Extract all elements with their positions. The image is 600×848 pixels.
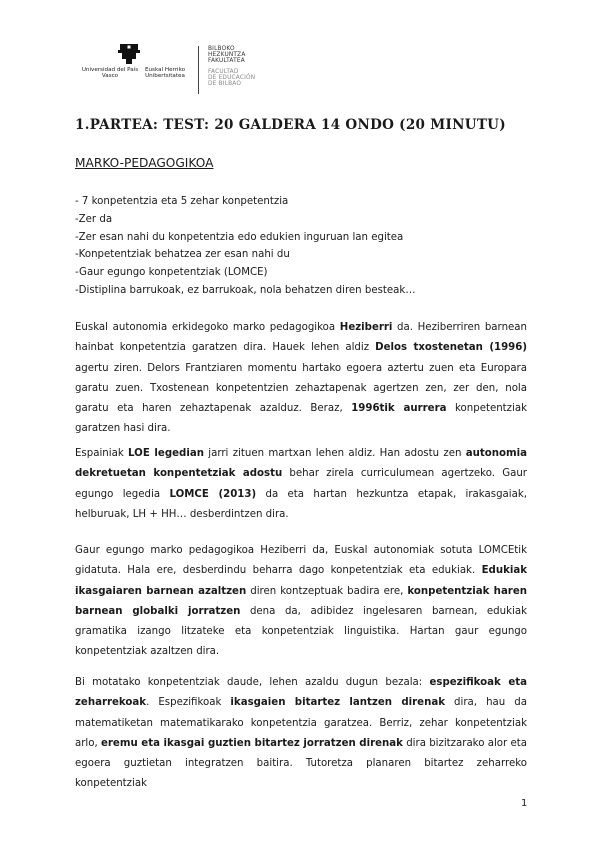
bold-run: LOE legedian	[128, 448, 204, 459]
upv-ehu-logo-icon	[118, 44, 140, 64]
paragraph-motak	[75, 673, 527, 795]
faculty-es-line: DE EDUCACIÓN	[208, 75, 256, 82]
header-divider	[198, 46, 199, 94]
bold-run: 1996tik aurrera	[351, 403, 447, 415]
list-item: -Distiplina barrukoak, ez barrukoak, nola behatzen diren besteak…	[75, 284, 416, 296]
text-run: konpetentziak garatzen hasi dira.	[75, 403, 527, 435]
faculty-es-line: DE BILBAO	[208, 81, 242, 88]
text-run: dira bizitzarako alor eta egoera guztietan integratzen baitira. Tutoretza planaren bitartez zeharreko konpetentziak	[75, 737, 527, 790]
faculty-name-basque	[208, 46, 246, 65]
paragraph-loe	[75, 444, 527, 525]
list-item: -Gaur egungo konpetentziak (LOMCE)	[75, 267, 268, 279]
university-header	[80, 38, 380, 96]
bold-run: Delos txostenetan (1996)	[375, 342, 527, 354]
upv-name: Universidad del País Vasco	[81, 67, 139, 80]
text-run: da. Heziberriren barnean hainbat konpetentzia garatzen dira. Hauek lehen aldiz	[75, 322, 527, 354]
text-run: diren kontzeptuak badira ere,	[246, 585, 408, 597]
list-item: -Zer esan nahi du konpetentzia edo edukien inguruan lan egitea	[75, 231, 404, 243]
text-run: Gaur egungo marko pedagogikoa Heziberri da, Euskal autonomiak sotuta LOMCEtik gidatuta. Hala ere, desberdindu beharra dago konpetentziak eta edukiak.	[75, 545, 527, 577]
text-run: dena da, adibidez ingelesaren barnean, edukiak gramatika izango litzateke eta konpetentziak linguistika. Hartan gaur egungo konpetentziak azaltzen dira.	[75, 605, 527, 658]
page-number: 1	[521, 798, 528, 809]
list-item: - 7 konpetentzia eta 5 zehar konpetentzia	[75, 196, 289, 207]
text-run: da eta hartan hezkuntza etapak, irakasgaiak, helburuak, LH + HH… desberdintzen dira.	[75, 488, 527, 520]
bold-run: espezifikoak eta zeharrekoak	[75, 677, 527, 709]
bold-run: autonomia dekretuetan konpentetziak adostu	[75, 448, 528, 480]
faculty-eu-line: FAKULTATEA	[208, 58, 245, 65]
section-heading: MARKO-PEDAGOGIKOA	[75, 156, 214, 170]
text-run: agertu ziren. Delors Frantziaren momentu hartako egoera aztertu zuen eta Europara garatu zuen. Txostenean konpetentzien zehaztapenak agertzen zen, zer den, nola garatu eta haren zehaztapenak azalduz. Beraz,	[75, 362, 527, 415]
text-run: Bi motatako konpetentziak daude, lehen azaldu dugun bezala:	[75, 677, 430, 688]
bold-run: konpetentziak haren barnean globalki jorratzen	[75, 585, 527, 617]
paragraph-konpetentziak	[75, 541, 527, 663]
list-item: -Zer da	[75, 213, 113, 225]
faculty-eu-line: BILBOKO	[208, 46, 235, 52]
document-title: 1.PARTEA: TEST: 20 GALDERA 14 ONDO (20 MINUTU)	[75, 117, 506, 133]
bold-run: ikasgaien bitartez lantzen direnak	[230, 697, 445, 709]
text-run: Espainiak	[75, 448, 129, 459]
faculty-es-line: FACULTAD	[208, 69, 239, 75]
bold-run: LOMCE (2013)	[169, 488, 257, 500]
bold-run: Heziberri	[339, 322, 393, 333]
text-run: Euskal autonomia erkidegoko marko pedagogikoa	[75, 322, 340, 333]
text-run: jarri zituen martxan lehen aldiz. Han adostu zen	[203, 448, 466, 459]
list-item: -Konpetentziak behatzea zer esan nahi du	[75, 249, 290, 261]
bold-run: eremu eta ikasgai guztien bitartez jorratzen direnak	[101, 737, 403, 749]
paragraph-heziberri	[75, 318, 527, 440]
text-run: behar zirela curriculumean agertzeko. Gaur egungo legedia	[75, 468, 527, 500]
text-run: dira, hau da matematiketan matematikarako konpetentzia garatzea. Berriz, zehar konpetentziak arlo,	[75, 697, 527, 749]
text-run: . Espezifikoak	[146, 697, 231, 709]
ehu-name: Euskal Herriko Unibertsitatea	[144, 67, 186, 80]
faculty-name-spanish	[208, 69, 255, 88]
faculty-eu-line: HEZKUNTZA	[208, 52, 246, 59]
topic-list	[75, 193, 416, 300]
bold-run: Edukiak ikasgaiaren barnean azaltzen	[75, 565, 527, 597]
